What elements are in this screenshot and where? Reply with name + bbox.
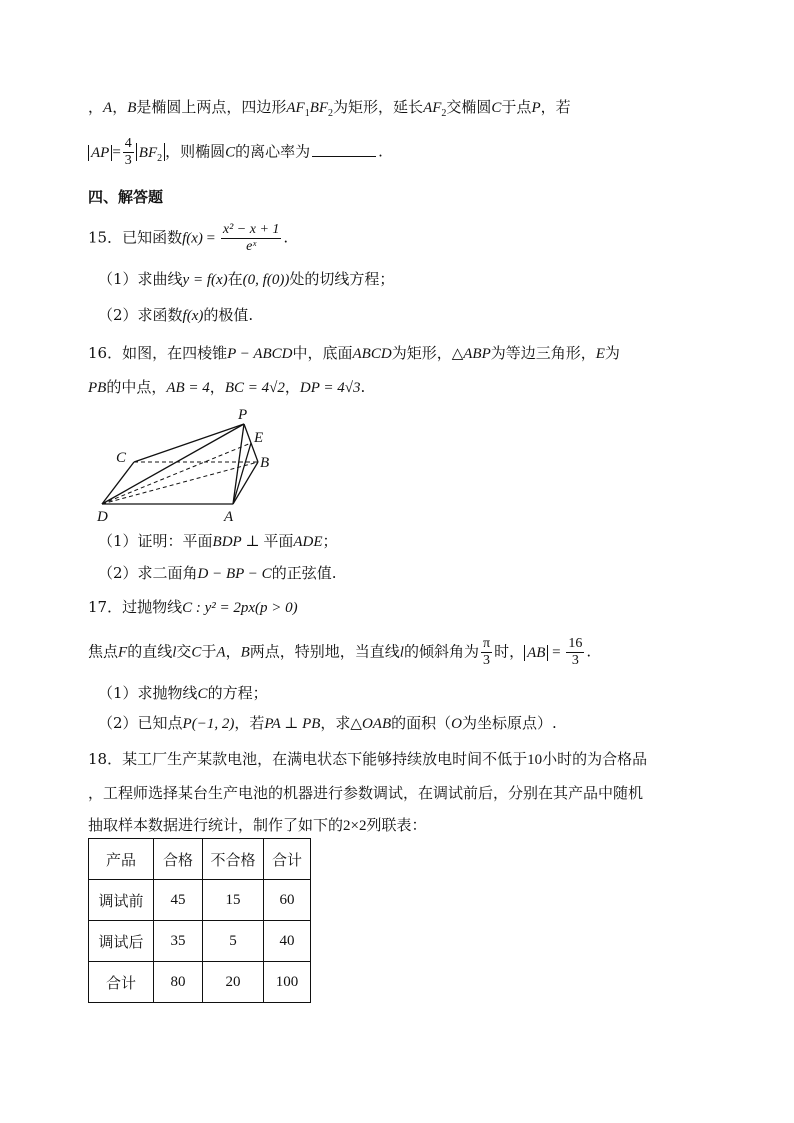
table-cell: 100 <box>264 962 311 1003</box>
q17-stem-line1: 17．过抛物线C : y² = 2px(p > 0) <box>88 598 298 616</box>
table-cell: 40 <box>264 921 311 962</box>
q17-stem-line2: 焦点F的直线l交C于A，B两点，特别地，当直线l的倾斜角为 $\frac{\pi}{3}$ 时， AB = $\frac{16}{3}$ . <box>88 636 592 668</box>
fraction-16-3: $\frac{16}{3}$ <box>568 636 583 668</box>
q16-part1: （1）证明：平面BDP ⊥ 平面ADE； <box>98 532 338 550</box>
table-header: 不合格 <box>203 839 264 880</box>
q17-part1: （1）求抛物线C的方程； <box>98 684 268 702</box>
table-cell: 60 <box>264 880 311 921</box>
table-header: 产品 <box>89 839 154 880</box>
pyramid-figure <box>88 400 288 524</box>
label-C: C <box>116 450 127 466</box>
table-cell: 45 <box>154 880 203 921</box>
q16-stem-line1: 16．如图，在四棱锥P − ABCD中，底面ABCD为矩形，△ABP为等边三角形，E为 <box>88 344 620 362</box>
abs-bf2: $BF_2$ <box>136 143 165 161</box>
q18-stem-line2: ，工程师选择某台生产电池的机器进行参数调试，在调试前后，分别在其产品中随机 <box>88 784 644 802</box>
q18-stem-line1: 18．某工厂生产某款电池，在满电状态下能够持续放电时间不低于10小时的为合格品 <box>88 750 648 768</box>
table-cell: 合计 <box>89 962 154 1003</box>
q14-line2: AP = $\frac{4}{3}$ $BF_2$ ，则椭圆C的离心率为 . <box>88 136 383 169</box>
q15-part1: （1）求曲线y = f(x)在(0, f(0))处的切线方程； <box>98 270 395 288</box>
table-row <box>89 921 311 962</box>
label-D: D <box>97 509 108 524</box>
table-cell: 调试前 <box>89 880 154 921</box>
table-cell: 5 <box>203 921 264 962</box>
table-header-row <box>89 839 311 880</box>
q14-line1: ，A，B是椭圆上两点，四边形$AF_1BF_2$为矩形，延长$AF_2$交椭圆C于点P，若 <box>88 98 571 119</box>
abs-ap: AP <box>88 145 112 161</box>
table-cell: 80 <box>154 962 203 1003</box>
q15-fraction: $\frac{\text{x² − x + 1}}{\text{eˣ}}$ <box>222 222 280 254</box>
table-row <box>89 880 311 921</box>
fraction-4-3: $\frac{4}{3}$ <box>124 136 132 168</box>
q17-part2: （2）已知点P(−1, 2)，若PA ⊥ PB，求△OAB的面积（O为坐标原点）. <box>98 714 557 732</box>
q15-stem: 15．已知函数f(x) = $\frac{\text{x² − x + 1}}{\text{eˣ}}$ . <box>88 222 289 254</box>
table-cell: 调试后 <box>89 921 154 962</box>
table-cell: 35 <box>154 921 203 962</box>
label-A: A <box>224 509 234 524</box>
fraction-pi-3: $\frac{\pi}{3}$ <box>482 636 491 668</box>
q18-stem-line3: 抽取样本数据进行统计，制作了如下的2×2列联表： <box>88 816 427 834</box>
label-B: B <box>260 455 270 471</box>
table-header: 合格 <box>154 839 203 880</box>
q15-part2: （2）求函数f(x)的极值. <box>98 306 254 324</box>
contingency-table <box>88 838 311 1003</box>
q16-part2: （2）求二面角D − BP − C的正弦值. <box>98 564 337 582</box>
q16-stem-line2: PB的中点，AB = 4，BC = 4√2，DP = 4√3. <box>88 378 366 396</box>
label-E: E <box>254 430 264 446</box>
label-P: P <box>238 407 248 423</box>
table-cell: 20 <box>203 962 264 1003</box>
answer-blank[interactable] <box>312 142 376 157</box>
section-title: 四、解答题 <box>88 188 164 206</box>
table-header: 合计 <box>264 839 311 880</box>
table-row <box>89 962 311 1003</box>
table-cell: 15 <box>203 880 264 921</box>
